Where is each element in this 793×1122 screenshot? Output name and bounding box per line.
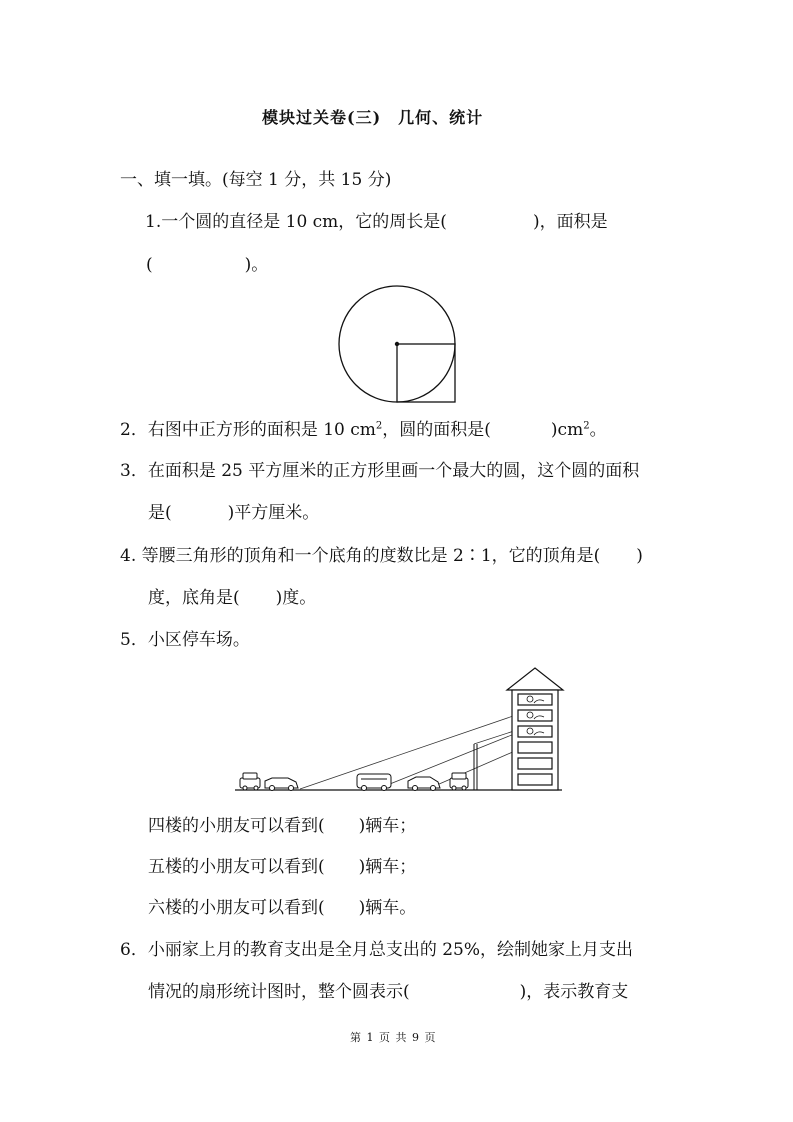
question-6-line-2 [148,982,628,1002]
q4-text-a: 4. 等腰三角形的顶角和一个底角的度数比是 2∶1，它的顶角是( [120,546,601,566]
q3-text-a: 是( [148,503,172,523]
page-number-footer: 第 1 页 共 9 页 [350,1031,437,1044]
question-2 [120,420,607,440]
q2-text-b: ，圆的面积是( [382,420,491,440]
q1-text-d: )。 [244,255,269,275]
section-heading: 一、填一填。(每空 1 分，共 15 分) [120,170,392,190]
q4-text-b: ) [636,546,643,566]
q2-text-d: 。 [589,420,607,440]
q5-sub1-text-b: )辆车； [358,816,417,836]
q4-text-d: )度。 [275,588,317,608]
q1-text-c: ( [146,255,153,275]
center-point [395,342,399,346]
question-5: 5．小区停车场。 [120,630,250,650]
car-icon [408,777,440,791]
q5-sub2-text-b: )辆车； [358,857,417,877]
question-4-line-2 [148,588,316,608]
car-icon [240,773,260,790]
question-4-line-1 [120,546,643,566]
question-3-line-2 [148,503,319,523]
q6-text-a: 情况的扇形统计图时，整个圆表示( [148,982,410,1002]
question-6-line-1: 6．小丽家上月的教育支出是全月总支出的 25%，绘制她家上月支出 [120,940,634,960]
q5-sub1-text-a: 四楼的小朋友可以看到( [148,816,325,836]
question-5-5th-floor [148,857,416,877]
q2-text-a: 2．右图中正方形的面积是 10 cm [120,420,376,440]
question-5-6th-floor [148,898,416,918]
q5-sub3-text-b: )辆车。 [358,898,417,918]
square-shape [397,344,455,402]
q1-text-a: 1.一个圆的直径是 10 cm，它的周长是( [145,212,447,232]
q2-superscript-1: 2 [375,420,383,432]
q2-text-c: )cm [550,420,584,440]
question-3-line-1: 3．在面积是 25 平方厘米的正方形里画一个最大的圆，这个圆的面积 [120,461,640,481]
car-icon [450,773,468,790]
van-icon [357,774,391,791]
building-icon [507,668,563,790]
q4-text-c: 度，底角是( [148,588,240,608]
parking-lot-figure [230,660,570,795]
q1-text-b: )，面积是 [532,212,608,232]
page-title: 模块过关卷(三) 几何、统计 [262,108,484,127]
question-5-4th-floor [148,816,416,836]
lamp-post-icon [474,744,477,790]
q6-text-b: )，表示教育支 [519,982,629,1002]
q5-sub3-text-a: 六楼的小朋友可以看到( [148,898,325,918]
q3-text-b: )平方厘米。 [227,503,320,523]
car-icon [265,778,298,791]
q5-sub2-text-a: 五楼的小朋友可以看到( [148,857,325,877]
q2-superscript-2: 2 [583,420,590,432]
question-1-line-2 [146,255,268,275]
question-1-line-1 [145,212,608,232]
circle-square-figure [330,280,470,410]
